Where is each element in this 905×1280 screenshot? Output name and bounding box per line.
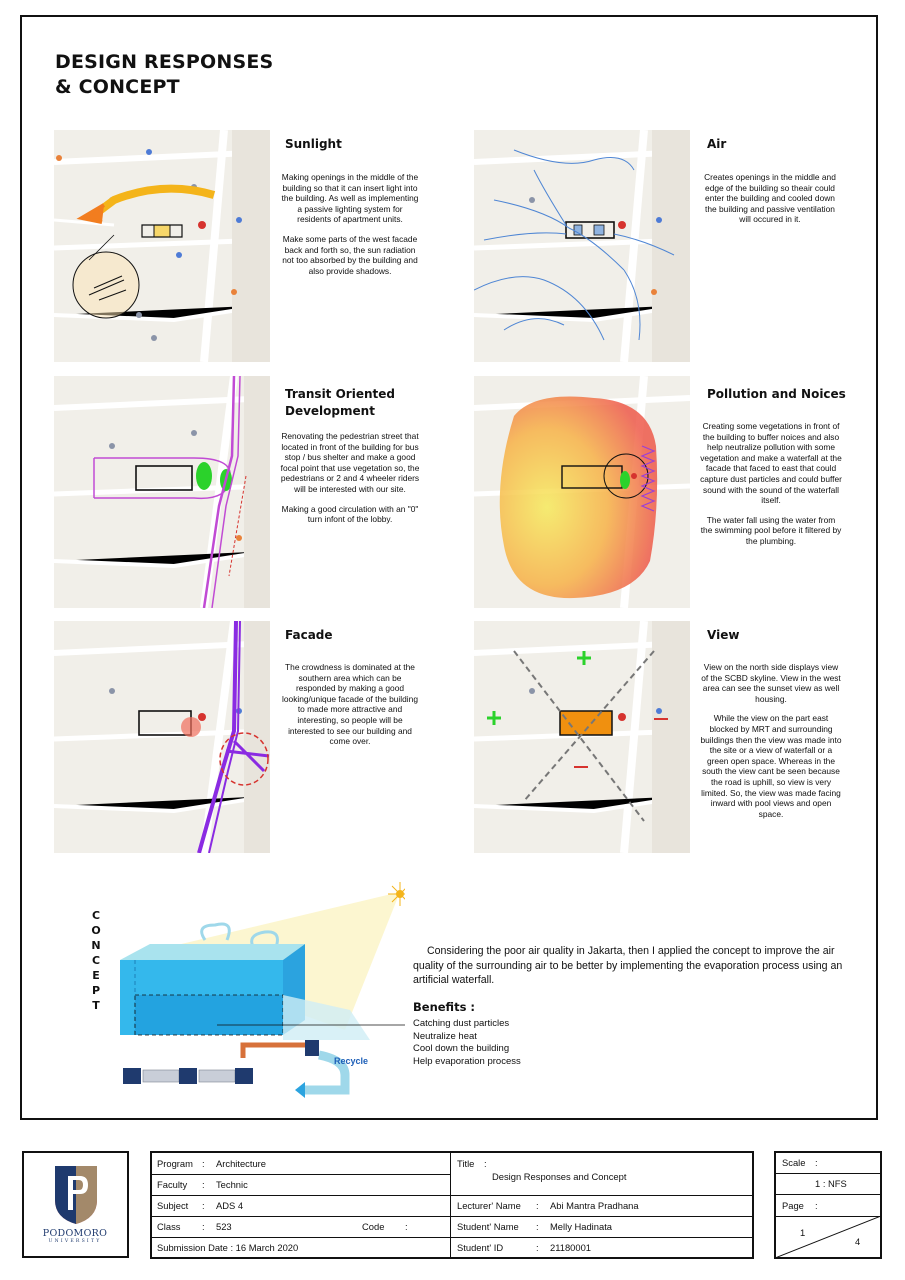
benefit-item: Catching dust particles xyxy=(413,1018,510,1029)
table-row-line xyxy=(451,1195,753,1196)
view-text xyxy=(700,662,842,828)
student-id-label: Student' ID xyxy=(457,1242,504,1253)
sunlight-map xyxy=(54,130,270,362)
tod-heading xyxy=(285,386,395,420)
view-map xyxy=(474,621,690,853)
tod-text xyxy=(280,431,420,534)
concept-letter: T xyxy=(92,999,100,1012)
class-label: Class xyxy=(157,1221,181,1232)
pollution-heading: Pollution and Noices xyxy=(707,387,846,401)
colon: : xyxy=(202,1200,205,1211)
view-heading: View xyxy=(707,628,740,642)
concept-letter: C xyxy=(91,909,101,922)
sunlight-heading: Sunlight xyxy=(285,137,342,151)
view-paragraph-1: View on the north side displays view of the SCBD skyline. View in the west area can see the sunset view as well housing. xyxy=(701,662,841,704)
tod-heading-line-1: Transit Oriented xyxy=(285,387,395,401)
concept-letter: P xyxy=(91,984,101,997)
pollution-paragraph-2: The water fall using the water from the swimming pool before it filtered by the plumbing. xyxy=(700,514,842,546)
table-row-line xyxy=(151,1237,753,1238)
program-value: Architecture xyxy=(216,1158,267,1169)
student-name-label: Student' Name xyxy=(457,1221,519,1232)
colon: : xyxy=(202,1221,205,1232)
benefit-item: Neutralize heat xyxy=(413,1030,477,1042)
tod-paragraph-2: Making a good circulation with an "0" turn infont of the lobby. xyxy=(281,503,419,525)
page-current: 1 xyxy=(800,1227,806,1238)
table-row-line xyxy=(775,1173,881,1174)
page-total: 4 xyxy=(855,1236,861,1247)
page-diagonal xyxy=(775,1216,881,1258)
benefit-item: Help evaporation process xyxy=(413,1055,521,1067)
class-value: 523 xyxy=(216,1221,232,1232)
page-title-line-2: & CONCEPT xyxy=(55,76,180,98)
sunlight-text xyxy=(280,172,420,285)
facade-map xyxy=(54,621,270,853)
concept-letter: C xyxy=(91,954,101,967)
logo-name: PODOMORO xyxy=(42,1228,108,1239)
logo-subtitle: UNIVERSITY xyxy=(48,1239,102,1244)
colon: : xyxy=(405,1221,408,1232)
table-row-line xyxy=(775,1194,881,1195)
pollution-text xyxy=(700,421,842,556)
colon: : xyxy=(536,1221,539,1232)
colon: : xyxy=(484,1158,487,1169)
benefits-heading: Benefits : xyxy=(413,1000,476,1014)
student-id-value: 21180001 xyxy=(550,1242,592,1253)
subject-label: Subject xyxy=(157,1200,189,1211)
lecturer-value: Abi Mantra Pradhana xyxy=(550,1200,639,1211)
concept-letter: E xyxy=(92,969,100,982)
pollution-map xyxy=(474,376,690,608)
pollution-paragraph-1: Creating some vegetations in front of the building to buffer noices and also help neutralize pollution with some vegetation and make a waterfall at the facade that faced to east that could capture dust particles and could buffer sound with the sound of the waterfall itself. xyxy=(700,421,842,506)
air-map xyxy=(474,130,690,362)
facade-text xyxy=(280,662,420,756)
title-label: Title xyxy=(457,1158,475,1169)
waterfall-concept-illustration xyxy=(105,880,405,1105)
page-title xyxy=(55,50,273,100)
concept-vertical-label xyxy=(90,908,102,1013)
concept-letter: N xyxy=(91,939,101,952)
air-text xyxy=(700,172,840,234)
tod-paragraph-1: Renovating the pedestrian street that located in front of the building for bus stop / bus shelter and make a good focal point that use vegetation so, the pedestrians or 2 and 4 wheeler riders will be interested with our site. xyxy=(280,431,420,494)
concept-paragraph: Considering the poor air quality in Jakarta, then I applied the concept to improve the air quality of the surrounding air to be better by implementing the evaporation process using an artificial waterfall. xyxy=(413,945,843,987)
program-label: Program xyxy=(157,1158,193,1169)
pump-units xyxy=(123,1068,253,1084)
faculty-label: Faculty xyxy=(157,1179,188,1190)
table-row-line xyxy=(151,1195,450,1196)
lecturer-label: Lecturer' Name xyxy=(457,1200,521,1211)
benefits-list xyxy=(413,1018,521,1068)
table-divider xyxy=(450,1152,451,1258)
tod-heading-line-2: Development xyxy=(285,404,375,418)
air-heading: Air xyxy=(707,137,727,151)
recycle-label: Recycle xyxy=(334,1056,369,1066)
colon: : xyxy=(202,1158,205,1169)
subject-value: ADS 4 xyxy=(216,1200,244,1211)
air-paragraph-1: Creates openings in the middle and edge of the building so theair could enter the building and cooled down the building and passive ventilation will occured in it. xyxy=(704,172,836,225)
colon: : xyxy=(815,1157,818,1168)
colon: : xyxy=(536,1200,539,1211)
page-label: Page xyxy=(782,1200,804,1211)
title-value: Design Responses and Concept xyxy=(492,1171,627,1182)
sunlight-paragraph-1: Making openings in the middle of the building so that it can insert light into the building. As well as implementing a passive lighting system for residents of apartment units. xyxy=(281,172,419,225)
colon: : xyxy=(536,1242,539,1253)
facade-heading: Facade xyxy=(285,628,333,642)
scale-value: 1 : NFS xyxy=(815,1178,847,1189)
code-label: Code xyxy=(362,1221,385,1232)
benefit-item: Cool down the building xyxy=(413,1043,510,1054)
page-title-line-1: DESIGN RESPONSES xyxy=(55,51,274,73)
colon: : xyxy=(202,1179,205,1190)
podomoro-logo xyxy=(55,1166,97,1224)
sunlight-paragraph-2: Make some parts of the west facade back and forth so, the sun radiation not too absorbed by the building and also provide shadows. xyxy=(282,233,418,276)
colon: : xyxy=(815,1200,818,1211)
tod-map xyxy=(54,376,270,608)
student-name-value: Melly Hadinata xyxy=(550,1221,613,1232)
scale-label: Scale xyxy=(782,1157,806,1168)
submission-date: Submission Date : 16 March 2020 xyxy=(157,1242,299,1253)
facade-paragraph-1: The crowdness is dominated at the southern area which can be responded by making a good looking/unique facade of the building to made more attractive and interesting, so people will be interested to see our building and come over. xyxy=(282,662,418,747)
table-row-line xyxy=(151,1216,753,1217)
faculty-value: Technic xyxy=(216,1179,248,1190)
view-paragraph-2: While the view on the part east blocked by MRT and surrounding buildings then the view was made into the site or a view of waterfall or a green open space. Whereas in the south the view cant be seen because the road is uphill, so view is very limited. So, the view was made facing inward with pool views and open space. xyxy=(700,713,842,819)
concept-letter: O xyxy=(91,924,101,937)
table-row-line xyxy=(151,1174,450,1175)
